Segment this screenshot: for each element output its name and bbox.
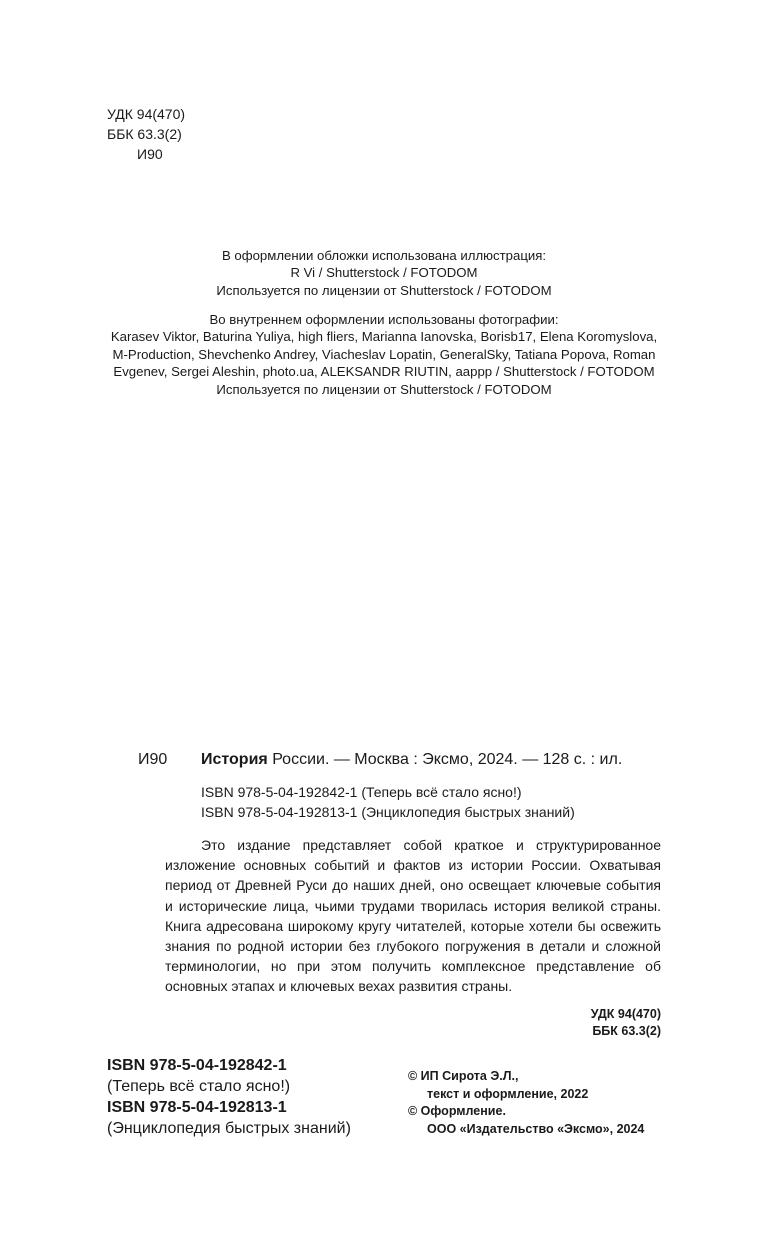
interior-credits-line: M-Production, Shevchenko Andrey, Viacheslav Lopatin, GeneralSky, Tatiana Popova, Roman xyxy=(112,346,656,362)
interior-credits-line: Karasev Viktor, Baturina Yuliya, high fliers, Marianna Ianovska, Borisb17, Elena Koromyslova, xyxy=(110,329,658,345)
interior-credits-line: Evgenev, Sergei Aleshin, photo.ua, ALEKSANDR RIUTIN, aappp / Shutterstock / FOTODOM xyxy=(113,364,655,380)
series-secondary: (Энциклопедия быстрых знаний) xyxy=(107,1120,351,1137)
interior-credits-license: Используется по лицензии от Shutterstock / FOTODOM xyxy=(216,381,552,397)
abstract xyxy=(165,835,661,997)
copyright-publisher: ООО «Издательство «Эксмо», 2024 xyxy=(427,1121,645,1136)
copyright-author-detail: текст и оформление, 2022 xyxy=(427,1086,589,1101)
series-primary: (Теперь всё стало ясно!) xyxy=(107,1078,291,1095)
cover-credits-source: R Vi / Shutterstock / FOTODOM xyxy=(290,265,478,281)
catalog-code: И90 xyxy=(138,751,168,768)
catalog-isbn: ISBN 978-5-04-192842-1 (Теперь всё стало ясно!) xyxy=(201,784,522,800)
catalog-codes-right xyxy=(400,1006,661,1040)
catalog-udk: УДК 94(470) xyxy=(590,1007,661,1021)
catalog-bbk: ББК 63.3(2) xyxy=(592,1024,661,1038)
interior-credits-heading: Во внутреннем оформлении использованы фотографии: xyxy=(209,312,559,327)
isbn-primary: ISBN 978-5-04-192842-1 xyxy=(107,1057,287,1074)
abstract-text: Это издание представляет собой краткое и структурированное изложение основных событий и фактов из истории России. Охватывая период от Древней Руси до наших дней, оно освещает ключевые события и исторические лица, чьими трудами творилась история великой страны. Книга адресована широкому кругу читателей, которые хотели бы освежить знания по родной истории без глубокого погружения в детали и сложной терминологии, но при этом получить комплексное представление об основных этапах и ключевых вехах развития страны. xyxy=(165,837,661,995)
catalog-isbn: ISBN 978-5-04-192813-1 (Энциклопедия быстрых знаний) xyxy=(201,804,575,820)
classification-codes xyxy=(107,104,185,164)
cover-credits-license: Используется по лицензии от Shutterstock / FOTODOM xyxy=(216,282,552,298)
copyright-block xyxy=(408,1068,644,1138)
copyright-design: © Оформление. xyxy=(408,1104,506,1118)
cover-credits xyxy=(100,247,668,299)
cover-credits-heading: В оформлении обложки использована иллюстрация: xyxy=(221,248,547,263)
copyright-author: © ИП Сирота Э.Л., xyxy=(408,1069,519,1083)
catalog-isbns xyxy=(201,782,575,822)
book-title: История xyxy=(201,751,268,768)
isbn-secondary: ISBN 978-5-04-192813-1 xyxy=(107,1099,287,1116)
bbk-code: ББК 63.3(2) xyxy=(107,126,182,142)
udk-code: УДК 94(470) xyxy=(107,106,186,122)
author-mark: И90 xyxy=(137,146,163,162)
publication-info: России. — Москва : Эксмо, 2024. — 128 с. : ил. xyxy=(267,751,623,768)
catalog-entry xyxy=(138,750,678,770)
interior-credits xyxy=(100,311,668,398)
isbn-block xyxy=(107,1055,351,1139)
